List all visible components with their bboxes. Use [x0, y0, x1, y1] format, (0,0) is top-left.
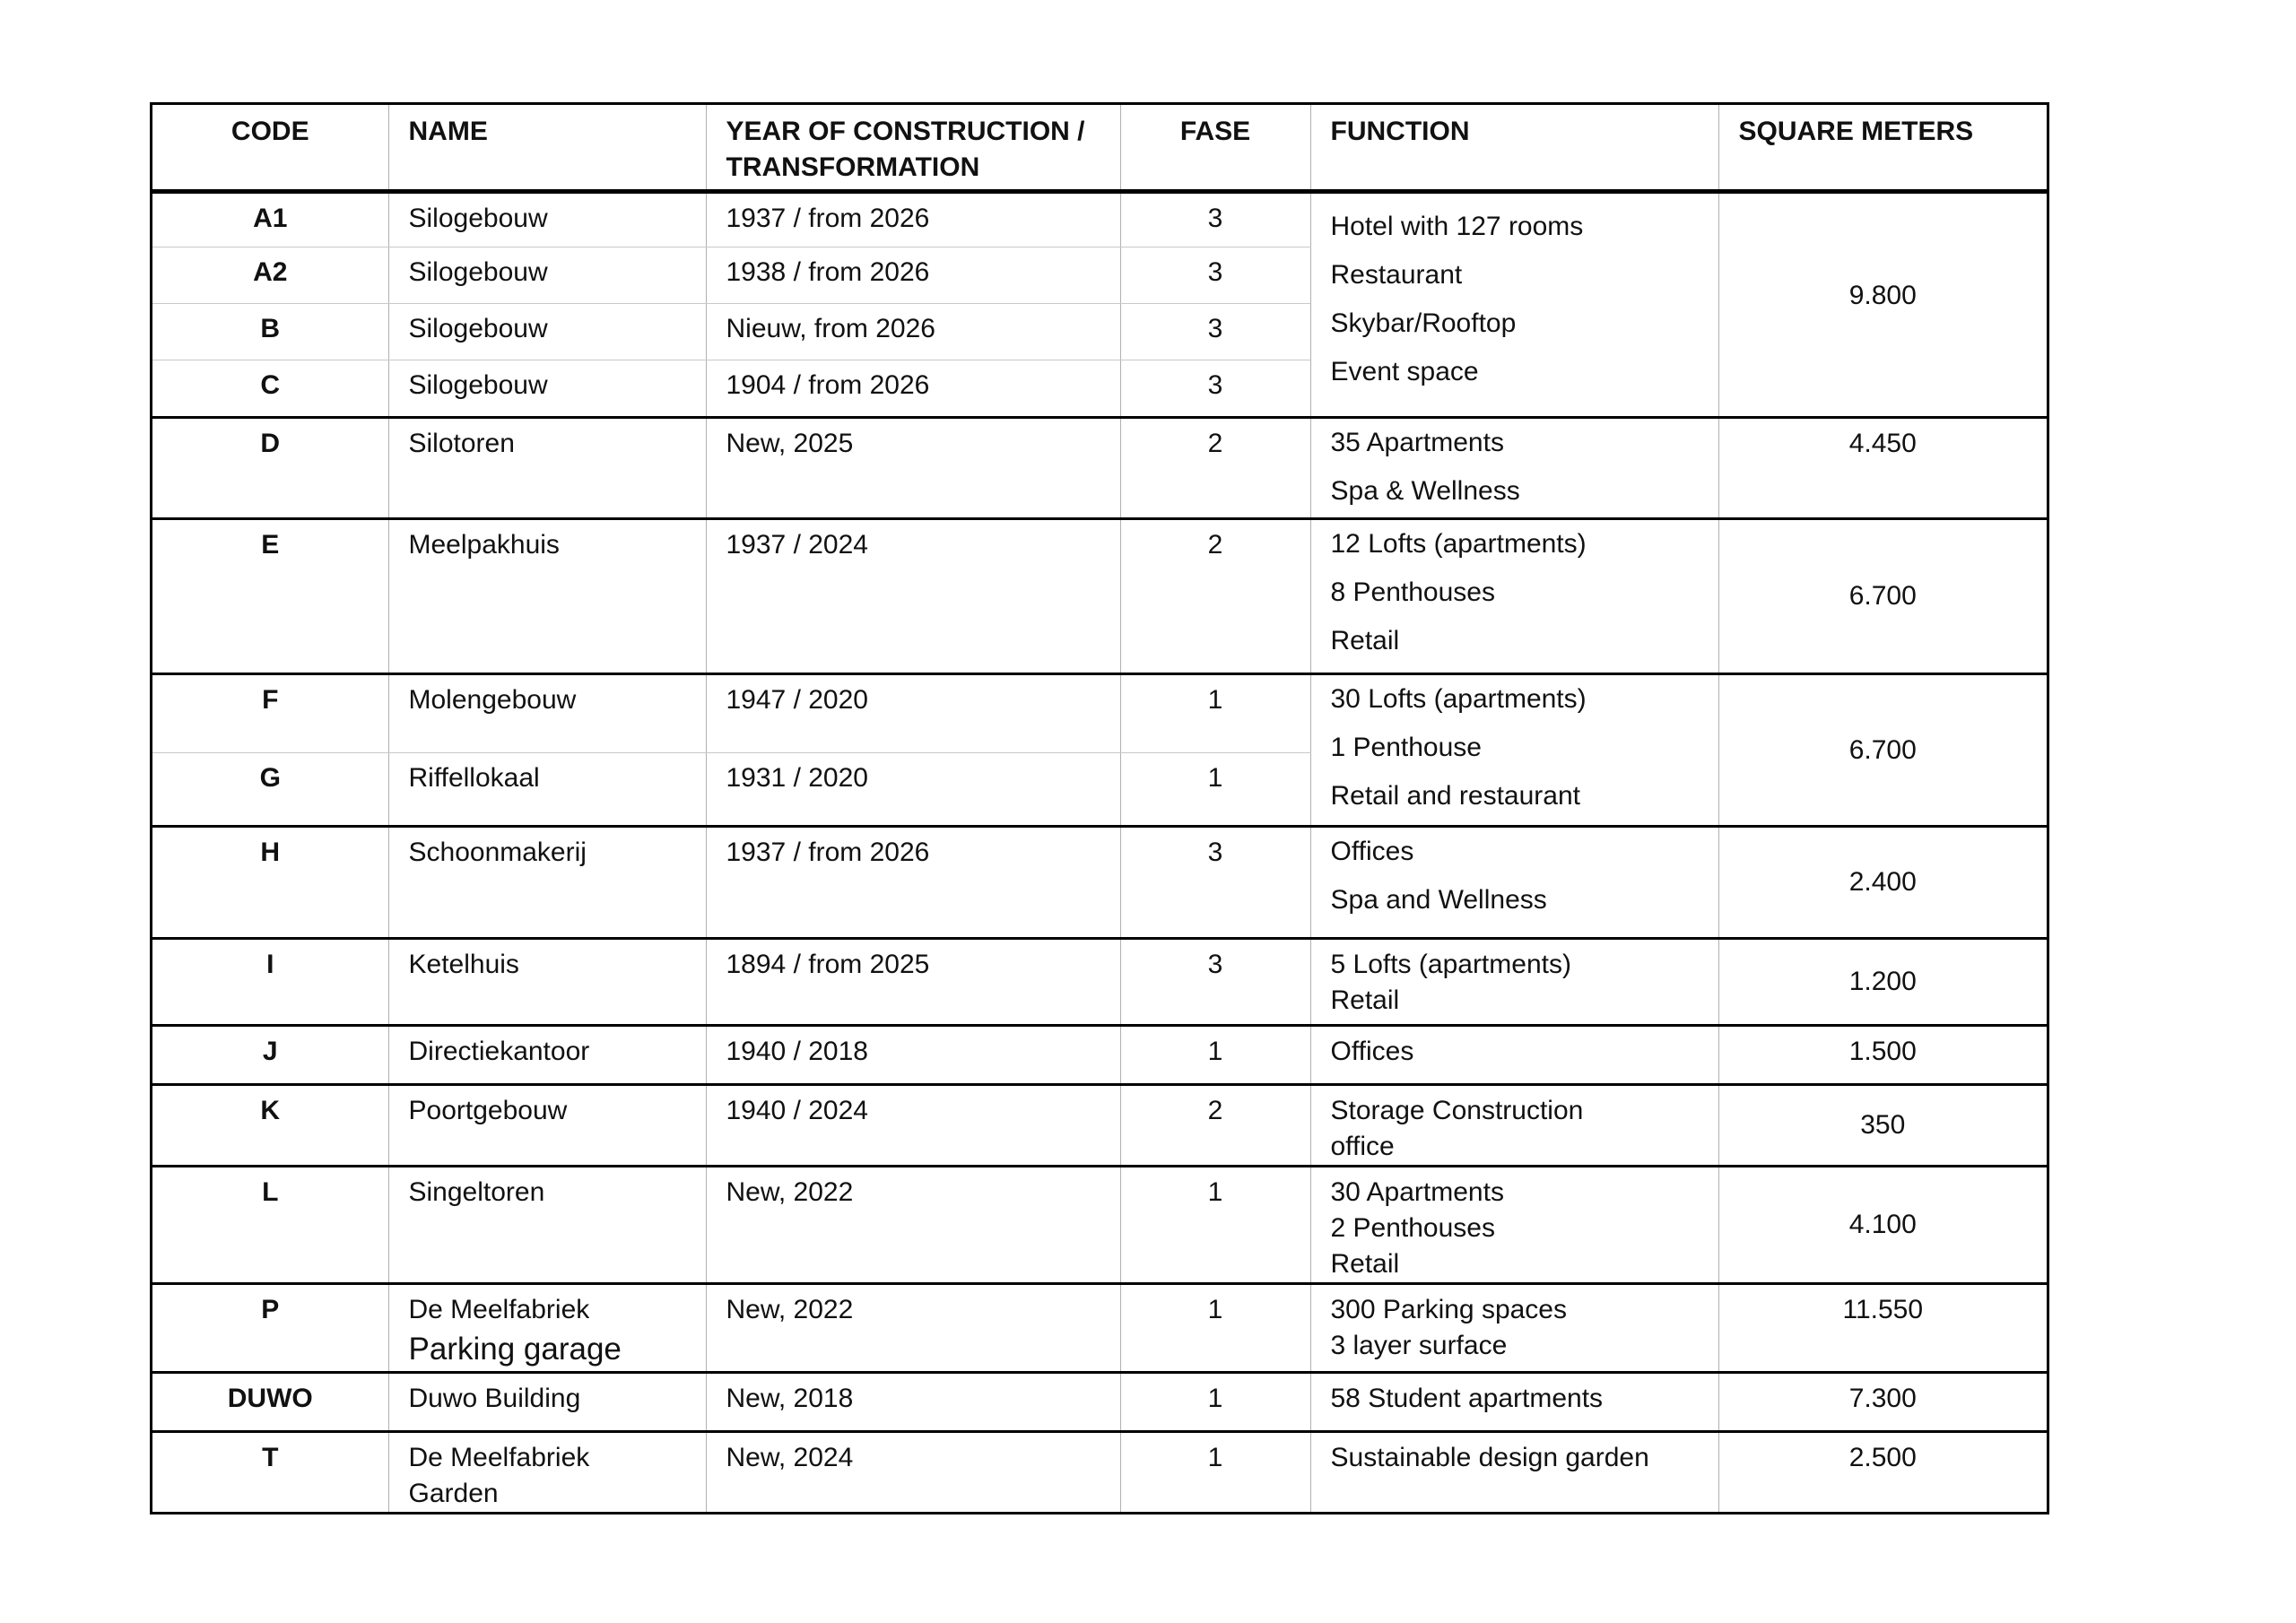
sqm-cell: 1.500 [1718, 1026, 2047, 1085]
code-cell: B [152, 304, 388, 360]
year-cell: 1931 / 2020 [706, 753, 1120, 827]
function-line: Event space [1330, 357, 1479, 386]
function-cell [1310, 939, 1718, 1026]
name-cell: Poortgebouw [388, 1085, 706, 1167]
name-line: De Meelfabriek [408, 1295, 590, 1324]
function-line: Hotel with 127 rooms [1330, 212, 1584, 241]
sqm-cell: 6.700 [1718, 519, 2047, 674]
sqm-cell: 2.500 [1718, 1432, 2047, 1513]
sqm-cell: 1.200 [1718, 939, 2047, 1026]
table-row [152, 939, 2047, 1026]
code-cell: J [152, 1026, 388, 1085]
header-fase: FASE [1120, 105, 1310, 192]
code-cell: DUWO [152, 1373, 388, 1432]
buildings-table [152, 105, 2047, 1512]
year-cell: 1937 / from 2026 [706, 192, 1120, 247]
code-cell: A1 [152, 192, 388, 247]
code-cell: G [152, 753, 388, 827]
name-cell: Singeltoren [388, 1167, 706, 1284]
code-cell: T [152, 1432, 388, 1513]
function-line: 1 Penthouse [1330, 733, 1482, 762]
name-cell [388, 1284, 706, 1373]
fase-cell: 3 [1120, 192, 1310, 247]
function-cell [1310, 674, 1718, 827]
name-cell: Silogebouw [388, 192, 706, 247]
function-line: 2 Penthouses [1330, 1213, 1495, 1243]
fase-cell: 3 [1120, 827, 1310, 939]
fase-cell: 3 [1120, 247, 1310, 304]
code-cell: K [152, 1085, 388, 1167]
function-cell [1310, 1373, 1718, 1432]
fase-cell: 1 [1120, 1167, 1310, 1284]
code-cell: C [152, 360, 388, 418]
sqm-cell: 4.100 [1718, 1167, 2047, 1284]
name-cell: Molengebouw [388, 674, 706, 753]
function-cell [1310, 1085, 1718, 1167]
year-cell: 1937 / 2024 [706, 519, 1120, 674]
name-cell: De Meelfabriek Garden [388, 1432, 706, 1513]
code-cell: H [152, 827, 388, 939]
function-line: office [1330, 1132, 1395, 1161]
sqm-cell: 11.550 [1718, 1284, 2047, 1373]
function-line: 30 Lofts (apartments) [1330, 684, 1587, 714]
function-cell [1310, 1432, 1718, 1513]
year-cell: 1937 / from 2026 [706, 827, 1120, 939]
table-row [152, 1167, 2047, 1284]
table-row [152, 519, 2047, 674]
name-cell: Riffellokaal [388, 753, 706, 827]
fase-cell: 1 [1120, 1373, 1310, 1432]
function-line: 30 Apartments [1330, 1177, 1504, 1207]
fase-cell: 2 [1120, 1085, 1310, 1167]
function-line: Offices [1330, 1037, 1414, 1066]
header-function: FUNCTION [1310, 105, 1718, 192]
fase-cell: 1 [1120, 1432, 1310, 1513]
table-row [152, 1432, 2047, 1513]
year-cell: 1947 / 2020 [706, 674, 1120, 753]
code-cell: D [152, 418, 388, 519]
name-line-large: Parking garage [408, 1332, 622, 1367]
name-cell: Silotoren [388, 418, 706, 519]
function-line: Spa and Wellness [1330, 885, 1547, 915]
year-cell: 1940 / 2018 [706, 1026, 1120, 1085]
table-header-row [152, 105, 2047, 192]
code-cell: F [152, 674, 388, 753]
name-cell: Directiekantoor [388, 1026, 706, 1085]
fase-cell: 1 [1120, 1026, 1310, 1085]
table-row [152, 1284, 2047, 1373]
sqm-cell: 350 [1718, 1085, 2047, 1167]
fase-cell: 3 [1120, 939, 1310, 1026]
fase-cell: 1 [1120, 753, 1310, 827]
table-row [152, 827, 2047, 939]
name-cell: Ketelhuis [388, 939, 706, 1026]
table-row [152, 1085, 2047, 1167]
table-row [152, 418, 2047, 519]
name-cell: Silogebouw [388, 247, 706, 304]
table-row [152, 1026, 2047, 1085]
sqm-cell: 6.700 [1718, 674, 2047, 827]
table-row [152, 192, 2047, 247]
function-cell [1310, 1167, 1718, 1284]
function-cell [1310, 418, 1718, 519]
year-cell: New, 2018 [706, 1373, 1120, 1432]
fase-cell: 3 [1120, 360, 1310, 418]
function-line: Retail [1330, 985, 1400, 1015]
fase-cell: 2 [1120, 519, 1310, 674]
function-cell [1310, 1284, 1718, 1373]
fase-cell: 3 [1120, 304, 1310, 360]
function-line: 12 Lofts (apartments) [1330, 529, 1587, 559]
name-cell: Silogebouw [388, 304, 706, 360]
code-cell: E [152, 519, 388, 674]
year-cell: 1904 / from 2026 [706, 360, 1120, 418]
code-cell: A2 [152, 247, 388, 304]
function-line: Offices [1330, 837, 1414, 866]
function-line: 8 Penthouses [1330, 577, 1495, 607]
function-line: 5 Lofts (apartments) [1330, 950, 1571, 979]
code-cell: I [152, 939, 388, 1026]
year-cell: New, 2022 [706, 1167, 1120, 1284]
function-line: Skybar/Rooftop [1330, 308, 1517, 338]
name-cell: Schoonmakerij [388, 827, 706, 939]
year-cell: New, 2022 [706, 1284, 1120, 1373]
fase-cell: 1 [1120, 674, 1310, 753]
sqm-cell: 2.400 [1718, 827, 2047, 939]
year-cell: Nieuw, from 2026 [706, 304, 1120, 360]
header-name: NAME [388, 105, 706, 192]
code-cell: P [152, 1284, 388, 1373]
sqm-cell: 9.800 [1718, 192, 2047, 418]
year-cell: 1938 / from 2026 [706, 247, 1120, 304]
table-row [152, 674, 2047, 753]
function-line: 3 layer surface [1330, 1331, 1508, 1360]
name-cell: Meelpakhuis [388, 519, 706, 674]
year-cell: New, 2024 [706, 1432, 1120, 1513]
function-line: 35 Apartments [1330, 428, 1504, 457]
function-cell [1310, 519, 1718, 674]
function-line: Storage Construction [1330, 1096, 1584, 1125]
function-line: 300 Parking spaces [1330, 1295, 1567, 1324]
function-cell [1310, 1026, 1718, 1085]
fase-cell: 1 [1120, 1284, 1310, 1373]
function-line: 58 Student apartments [1330, 1384, 1604, 1413]
year-cell: New, 2025 [706, 418, 1120, 519]
function-line: Sustainable design garden [1330, 1443, 1649, 1472]
header-square-meters: SQUARE METERS [1718, 105, 2047, 192]
sqm-cell: 4.450 [1718, 418, 2047, 519]
header-code: CODE [152, 105, 388, 192]
function-line: Retail and restaurant [1330, 781, 1580, 811]
function-line: Restaurant [1330, 260, 1463, 290]
year-cell: 1894 / from 2025 [706, 939, 1120, 1026]
function-cell [1310, 192, 1718, 418]
function-line: Retail [1330, 626, 1400, 655]
code-cell: L [152, 1167, 388, 1284]
name-cell: Duwo Building [388, 1373, 706, 1432]
fase-cell: 2 [1120, 418, 1310, 519]
sqm-cell: 7.300 [1718, 1373, 2047, 1432]
header-year: YEAR OF CONSTRUCTION / TRANSFORMATION [706, 105, 1120, 192]
table-row [152, 1373, 2047, 1432]
year-cell: 1940 / 2024 [706, 1085, 1120, 1167]
function-line: Spa & Wellness [1330, 476, 1520, 506]
function-cell [1310, 827, 1718, 939]
function-line: Retail [1330, 1249, 1400, 1279]
name-cell: Silogebouw [388, 360, 706, 418]
